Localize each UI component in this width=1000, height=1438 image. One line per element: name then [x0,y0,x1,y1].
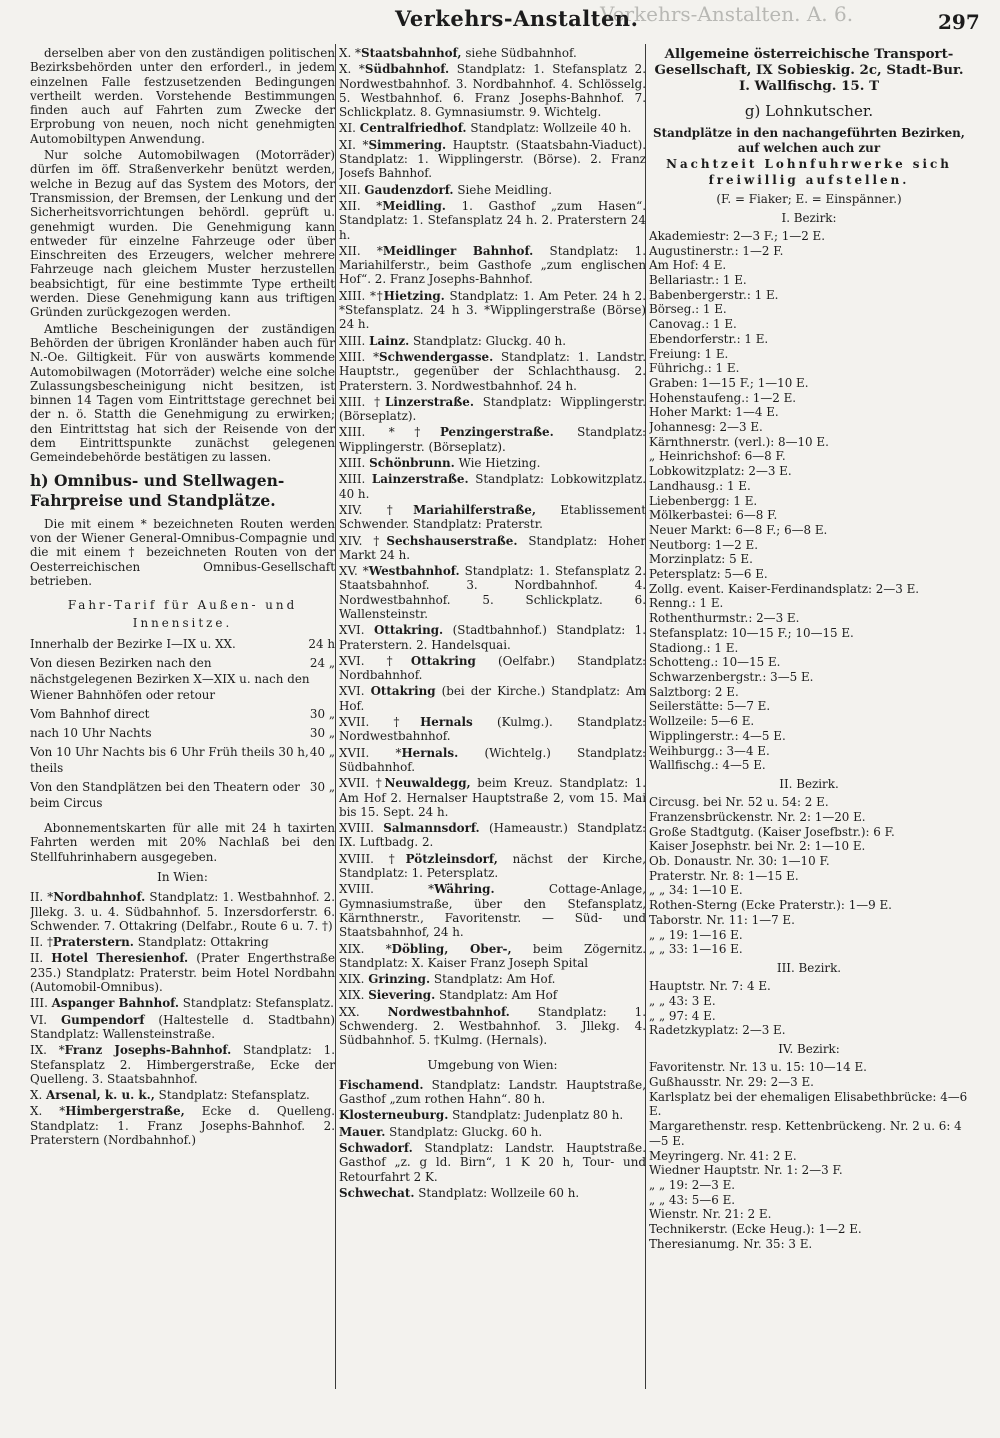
section-heading-lohnkutscher: g) Lohnkutscher. [744,102,874,120]
tarif-text: Von diesen Bezirken nach den nächstgelegenen Bezirken X—XIX u. nach den Wiener Bahnhöfen oder retour [30,656,310,703]
standplatz-item: Mölkerbastei: 6—8 F. [649,508,778,523]
route-name: Schwechat. [339,1185,415,1200]
paragraph-automobile-1: derselben aber von den zuständigen politischen Bezirksbehörden unter den erforderl., in jedem einzelnen Falle festzusetzenden Bedingungen vertheilt werden. Vorstehende Bestimmungen finden auch auf Fahrten zum Zwecke der Erprobung von neuen, noch nicht genehmigten Automobiltypen Anwendung. [30,46,335,146]
route-district: XIII. * [339,349,380,364]
route-district: XX. [339,1004,388,1019]
route-district: XIX. [339,972,369,987]
column-left [30,46,335,1149]
route-district: XI. [339,121,360,136]
route-details: Standplatz: Judenplatz 80 h. [448,1108,624,1123]
route-name: Schwadorf. [339,1141,413,1156]
route-entry [339,62,646,119]
route-entry [339,1078,646,1107]
tarif-title: Fahr-Tarif für Außen- und Innensitze. [67,598,298,631]
route-name: Franz Josephs-Bahnhof. [64,1043,232,1058]
tarif-text: Innerhalb der Bezirke I—IX u. XX. [30,637,236,652]
route-details: (Kulmg.). Standplatz: Nordwestbahnhof. [339,715,646,744]
route-entry [339,1141,646,1184]
route-entry [339,244,646,287]
route-entry [339,425,646,454]
route-name: Döbling, Ober-, [391,941,512,956]
route-entry [339,456,646,470]
route-name: Lainzerstraße. [371,472,469,487]
standplatz-item: Schwarzenbergstr.: 3—5 E. [649,669,814,684]
lohnkutscher-nachtzeit: Nachtzeit Lohnfuhrwerke sich [666,157,952,172]
route-name: Mauer. [339,1124,386,1139]
standplatz-item: „ „ 97: 4 E. [649,1008,716,1023]
route-details: Standplatz: Gluckg. 40 h. [409,333,566,348]
route-name: Hotel Theresienhof. [51,951,189,966]
route-name: Gaudenzdorf. [364,182,454,197]
route-name: Nordwestbahnhof. [387,1004,510,1019]
standplatz-item: „ „ 33: 1—16 E. [649,942,743,957]
standplatz-item: Akademiestr: 2—3 F.; 1—2 E. [649,228,826,243]
route-name: Sechshauserstraße. [386,533,518,548]
route-name: Lainz. [369,333,410,348]
route-name: Hernals [420,715,473,730]
standplatz-item: Weihburgg.: 3—4 E. [649,743,770,758]
standplatz-item: Canovag.: 1 E. [649,317,737,332]
bezirk-III-heading: III. Bezirk. [776,960,842,975]
route-name: Arsenal, k. u. k., [46,1088,155,1103]
route-entry [339,942,646,971]
route-name: Aspanger Bahnhof. [51,996,179,1011]
route-entry [339,1005,646,1048]
route-name: Meidlinger Bahnhof. [382,243,534,258]
abonnement-note: Abonnementskarten für alle mit 24 h taxirten Fahrten werden mit 20% Nachlaß bei den Stellfuhrinhabern ausgegeben. [30,821,335,864]
route-details: Standplatz: 1. Schwenderg. 2. Westbahnhof. 3. Jllekg. 4. Südbahnhof. 5. †Kulmg. (Hernals). [339,1004,646,1048]
route-entry [339,852,646,881]
standplatz-item: Wallfischg.: 4—5 E. [649,758,766,773]
standplatz-item: Wollzeile: 5—6 E. [649,714,755,729]
route-district: XIX. * [339,941,392,956]
route-district: X. [30,1088,47,1103]
route-details: Standplatz: Ottakring [133,935,269,950]
standplatz-item: Wipplingerstr.: 4—5 E. [649,728,786,743]
route-entry [30,890,335,933]
route-district: XIII. [339,456,370,471]
route-district: X. * [339,62,365,77]
route-details: Standplatz: Hoher Markt 24 h. [339,533,646,562]
route-name: Staatsbahnhof, [360,46,462,60]
route-name: Ottakring [410,653,476,668]
route-details: (Haltestelle d. Stadtbahn) Standplatz: Wallensteinstraße. [30,1012,335,1041]
route-district: XVIII. † [339,851,406,866]
tarif-amount: 30 „ [309,726,335,741]
route-district: XIII. *† [339,425,440,440]
standplatz-item: Franzensbrückenstr. Nr. 2: 1—20 E. [649,809,866,824]
standplatz-item: Lobkowitzplatz: 2—3 E. [649,464,792,479]
tarif-row [30,744,335,776]
route-entry [339,121,646,135]
route-name: Salmannsdorf. [383,821,480,836]
standplatz-item: Freiung: 1 E. [649,346,729,361]
route-details: Standplatz: Wollzeile 60 h. [414,1185,580,1200]
standplatz-item: Taborstr. Nr. 11: 1—7 E. [649,912,795,927]
standplatz-item: Johannesg: 2—3 E. [649,420,763,435]
omnibus-intro: Die mit einem * bezeichneten Routen werden von der Wiener General-Omnibus-Compagnie und die mit einem † bezeichneten Routen von der Oesterreichischen Omnibus-Gesellschaft betrieben. [30,516,335,588]
route-details: (Wichtelg.) Standplatz: Südbahnhof. [339,745,646,774]
route-district: XVIII. * [339,882,435,897]
section-heading-omnibus: h) Omnibus- und Stellwagen-Fahrpreise und Standplätze. [30,470,285,510]
route-details: Standplatz: 1. Westbahnhof. 2. Jllekg. 3. u. 4. Südbahnhof. 5. Inzersdorferstr. 6. Schwender. 7. Ottakring (Delfabr., Route 6 u. 7. †) [30,890,335,933]
route-entry [339,746,646,775]
route-details: Standplatz: Landstr. Hauptstraße. Gasthof „z. g ld. Birn“, 1 K 20 h, Tour- und Retourfahrt 2 K. [339,1141,646,1184]
standplatz-item: „ „ 43: 3 E. [649,993,716,1008]
route-district: VI. [30,1012,61,1027]
route-district: XIV. † [339,533,387,548]
route-name: Westbahnhof. [368,564,460,579]
tarif-amount: 40 „ [309,745,335,760]
standplatz-item: Renng.: 1 E. [649,596,724,611]
tarif-text: Von den Standplätzen bei den Theatern oder beim Circus [30,780,300,811]
standplatz-item: Morzinplatz: 5 E. [649,552,753,567]
route-entry [30,996,335,1010]
route-entry [339,1125,646,1139]
route-name: Penzingerstraße. [439,425,554,440]
route-entry [339,654,646,683]
lohnkutscher-freiwillig: freiwillig aufstellen. [708,173,910,188]
standplatz-item: Graben: 1—15 F.; 1—10 E. [649,375,809,390]
route-entry [339,289,646,332]
route-name: Centralfriedhof. [359,121,467,136]
route-name: Schönbrunn. [369,456,455,471]
route-details: beim Kreuz. Standplatz: 1. Am Hof 2. Hernalser Hauptstraße 2, vom 15. Mai bis 15. Sept. 24 h. [339,776,646,819]
standplatz-item: Am Hof: 4 E. [649,258,727,273]
route-district: XIII. *† [339,288,384,303]
route-details: nächst der Kirche, Standplatz: 1. Petersplatz. [339,851,646,881]
tarif-amount: 24 h [308,637,335,652]
tarif-amount: 24 „ [309,656,335,671]
standplatz-item: „ „ 19: 1—16 E. [649,927,743,942]
route-district: XVI. [339,623,374,638]
standplatz-item: Salztborg: 2 E. [649,684,739,699]
transport-company-entry: Allgemeine österreichische Transport-Gesellschaft, IX Sobieskig. 2c, Stadt-Bur. I. Wallfischg. 15. T [654,46,964,94]
route-details: (Stadtbahnhof.) Standplatz: 1. Praterstern. 2. Handelsquai. [339,623,646,652]
tarif-text: nach 10 Uhr Nachts [30,726,152,741]
route-entry [339,183,646,197]
route-entry [339,350,646,393]
standplatz-item: Hauptstr. Nr. 7: 4 E. [649,979,771,994]
standplatz-item: Favoritenstr. Nr. 13 u. 15: 10—14 E. [649,1060,867,1075]
route-details: Hauptstr. (Staatsbahn-Viaduct). Standplatz: 1. Wipplingerstr. (Börse). 2. Franz Josefs Bahnhof. [339,137,646,181]
route-entry [339,199,646,242]
umgebung-list [339,1078,646,1200]
route-name: Himbergerstraße, [65,1104,185,1119]
route-entry [339,472,646,501]
standplatz-list-I [649,229,969,773]
route-name: Pötzleinsdorf, [405,851,498,866]
route-entry [339,138,646,181]
route-entry [339,1108,646,1122]
standplatz-item: Ob. Donaustr. Nr. 30: 1—10 F. [649,854,830,869]
route-details: Standplatz: 1. Stefansplatz 2. Staatsbahnhof. 3. Nordbahnhof. 4. Nordwestbahnhof. 5. Schlickplatz. 6. Wallensteinstr. [339,564,646,621]
route-district: XVII. * [339,745,402,760]
standplatz-item: Radetzkyplatz: 2—3 E. [649,1023,786,1038]
route-details: Cottage-Anlage, Gymnasiumstraße, über den Stefansplatz, Kärnthnerstr., Favoritenstr. — Süd- und Staatsbahnhof, 24 h. [339,882,646,940]
route-entry [339,684,646,713]
route-name: Simmering. [368,137,447,152]
route-details: Standplatz: Stefansplatz. [178,996,334,1011]
route-name: Gumpendorf [60,1012,145,1027]
standplatz-item: Rothenthurmstr.: 2—3 E. [649,611,800,626]
route-district: XVI. [339,684,371,699]
route-district: X. * [339,46,361,60]
route-district: XII. [339,182,365,197]
standplatz-item: Stefansplatz: 10—15 F.; 10—15 E. [649,625,854,640]
route-entry [30,1043,335,1086]
route-entry [339,882,646,939]
route-name: Hietzing. [383,288,445,303]
route-entry [30,1013,335,1042]
standplatz-item: Landhausg.: 1 E. [649,478,751,493]
route-entry [339,503,646,532]
standplatz-item: Führichg.: 1 E. [649,361,740,376]
route-district: XVII. † [339,776,385,791]
standplatz-item: Babenbergerstr.: 1 E. [649,287,779,302]
route-name: Mariahilferstraße, [413,502,536,517]
route-entry [339,1186,646,1200]
standplatz-item: Wiedner Hauptstr. Nr. 1: 2—3 F. [649,1163,843,1178]
route-district: XIII. † [339,394,385,409]
route-district: XVIII. [339,821,384,836]
tarif-row [30,655,335,703]
route-details: beim Zögernitz. Standplatz: X. Kaiser Franz Joseph Spital [339,941,646,970]
route-entry [30,1088,335,1102]
route-district: XI. * [339,137,369,152]
standplatz-item: Neutborg: 1—2 E. [649,537,758,552]
paragraph-automobile-2: Nur solche Automobilwagen (Motorräder) dürfen im öff. Straßenverkehr benützt werden, welche in Bezug auf das System des Motors, der Transmission, der Bremsen, der Lenkung und der Sicherheitsvorrichtungen behördl. geprüft u. genehmigt wurden. Die Genehmigung kann entweder für einzelne Fahrzeuge oder über Einschreiten des Erzeugers, welcher mehrere Fahrzeuge nach gleichem Muster herzustellen beabsichtigt, für eine bestimmte Type ertheilt werden. Diese Genehmigung kann aus triftigen Gründen zurückgezogen werden. [30,148,335,320]
lohnkutscher-intro: Standplätze in den nachangeführten Bezirken, auf welchen auch zur [653,126,965,156]
standplatz-item: Liebenbergg: 1 E. [649,493,758,508]
route-details: Ecke d. Quelleng. Standplatz: 1. Franz Josephs-Bahnhof. 2. Praterstern (Nordbahnhof.) [30,1104,335,1148]
route-entry [339,988,646,1002]
standplatz-item: „ „ 19: 2—3 E. [649,1177,736,1192]
route-entry [339,334,646,348]
route-district: II. † [30,935,53,950]
route-name: Währing. [434,882,495,897]
route-details: Standplatz: 1. Landstr. Hauptstr., gegenüber der Schlachthausg. 2. Praterstern. 3. Nordwestbahnhof. 24 h. [339,349,646,393]
standplatz-item: Neuer Markt: 6—8 F.; 6—8 E. [649,522,828,537]
route-district: II. [30,951,52,966]
route-details: Standplatz: Wollzeile 40 h. [466,121,632,136]
route-details: Wie Hietzing. [454,456,541,471]
route-details: Standplatz: 1. Am Peter. 24 h 2. *Stefansplatz. 24 h 3. *Wipplingerstraße (Börse) 24 h. [339,288,646,332]
route-entry [339,776,646,819]
standplatz-item: Rothen-Sterng (Ecke Praterstr.): 1—9 E. [649,898,892,913]
standplatz-item: Wienstr. Nr. 21: 2 E. [649,1207,772,1222]
standplatz-item: Hohenstaufeng.: 1—2 E. [649,390,797,405]
route-name: Fischamend. [339,1077,424,1092]
standplatz-item: „ Heinrichshof: 6—8 F. [649,449,786,464]
route-details: Standplatz: Lobkowitzplatz. 40 h. [339,472,646,501]
route-name: Nordbahnhof. [53,890,146,905]
route-district: XIV. † [339,502,414,517]
tarif-row [30,725,335,741]
route-name: Sievering. [368,988,436,1003]
route-entry [30,935,335,949]
standplatz-item: Kaiser Josephstr. bei Nr. 2: 1—10 E. [649,839,866,854]
route-name: Hernals. [401,745,459,760]
standplatz-list-II [649,795,969,957]
route-details: Standplatz: 1. Stefansplatz 2. Himbergerstraße, Ecke der Quelleng. 3. Staatsbahnhof. [30,1043,335,1086]
route-district: III. [30,996,52,1011]
standplatz-item: Große Stadtgutg. (Kaiser Josefbstr.): 6 F. [649,824,895,839]
paragraph-automobile-3: Amtliche Bescheinigungen der zuständigen Behörden der übrigen Kronländer haben auch für N.-Oe. Giltigkeit. Für von auswärts kommende Automobilwagen (Motorräder) welche eine solche Zulassungsbescheinigung nicht besitzen, ist binnen 14 Tagen vom Eintrittstage gerechnet bei der n. ö. Statth die Genehmigung zu erwirken; den Eintrittstag hat sich der Reisende von der dem Eintrittspunkte zunächst gelegenen Gemeindebehörde bestätigen zu lassen. [30,321,335,465]
route-name: Südbahnhof. [364,62,450,77]
standplatz-item: Seilerstätte: 5—7 E. [649,699,771,714]
tarif-text: Vom Bahnhof direct [30,707,150,722]
route-name: Ottakring. [374,623,444,638]
route-name: Linzerstraße. [385,394,474,409]
route-details: Standplatz: Am Hof [435,988,558,1003]
route-details: Standplatz: Wipplingerstr. (Börseplatz). [339,394,646,424]
route-details: Standplatz: Wipplingerstr. (Börseplatz). [339,425,646,454]
route-entry [339,715,646,744]
route-list-left [30,890,335,1147]
route-district: XIII. [339,472,372,487]
route-details: Siehe Meidling. [453,182,553,197]
standplatz-item: Bellariastr.: 1 E. [649,273,747,287]
standplatz-item: Zollg. event. Kaiser-Ferdinandsplatz: 2—3 E. [649,581,920,596]
route-details: Standplatz: 1. Stefansplatz 2. Nordwestbahnhof. 3. Nordbahnhof. 4. Schlösselg. 5. Westbahnhof. 6. Franz Josephs-Bahnhof. 7. Schlickplatz. 8. Gymnasiumstr. 9. Wichtelg. [339,62,646,120]
route-details: 1. Gasthof „zum Hasen“. Standplatz: 1. Stefansplatz 24 h. 2. Praterstern 24 h. [339,198,646,242]
standplatz-item: Karlsplatz bei der ehemaligen Elisabethbrücke: 4—6 E. [649,1089,968,1119]
route-district: XIII. [339,333,370,348]
route-district: XVII. † [339,715,421,730]
tarif-amount: 30 „ [309,780,335,795]
route-name: Klosterneuburg. [339,1108,449,1123]
route-name: Neuwaldegg, [384,776,471,791]
standplatz-item: Technikerstr. (Ecke Heug.): 1—2 E. [649,1222,862,1237]
route-district: X. * [30,1104,66,1119]
column-middle [339,46,646,1202]
tarif-row [30,779,335,811]
standplatz-item: Theresianumg. Nr. 35: 3 E. [649,1236,813,1251]
standplatz-item: Hoher Markt: 1—4 E. [649,405,779,420]
route-district: XIX. [339,988,369,1003]
standplatz-item: Augustinerstr.: 1—2 F. [649,243,784,258]
route-details: Standplatz: Landstr. Hauptstraße, Gasthof „zum rothen Hahn“. 80 h. [339,1077,646,1107]
standplatz-item: Gußhausstr. Nr. 29: 2—3 E. [649,1075,814,1090]
standplatz-item: Meyringerg. Nr. 41: 2 E. [649,1148,797,1163]
standplatz-item: Circusg. bei Nr. 52 u. 54: 2 E. [649,795,829,810]
standplatz-item: Schotteng.: 10—15 E. [649,655,781,670]
standplatz-item: „ „ 34: 1—10 E. [649,883,743,898]
standplatz-list-III [649,979,969,1038]
column-right [649,46,969,1251]
route-entry [339,623,646,652]
tarif-amount: 30 „ [309,707,335,722]
standplatz-item: Petersplatz: 5—6 E. [649,567,768,582]
column-rule-1 [335,44,336,1389]
route-district: XVI. † [339,653,411,668]
tarif-list [30,636,335,811]
route-details: Standplatz: Gluckg. 60 h. [385,1124,543,1139]
standplatz-item: Kärnthnerstr. (verl.): 8—10 E. [649,434,829,449]
route-entry [339,564,646,621]
route-details: Standplatz: 1. Mariahilferstr., beim Gasthofe „zum englischen Hof“. 2. Franz Josephs-Bahnhof. [339,243,646,287]
standplatz-item: Stadiong.: 1 E. [649,640,739,655]
route-details: Standplatz: Stefansplatz. [154,1088,310,1103]
route-details: (Hameaustr.) Standplatz: IX. Luftbadg. 2. [339,821,646,850]
route-name: Schwendergasse. [379,349,494,364]
standplatz-item: „ „ 43: 5—6 E. [649,1192,736,1207]
route-district: XII. * [339,243,383,258]
route-details: Etablissement Schwender. Standplatz: Praterstr. [339,502,646,532]
route-details: Standplatz: Am Hof. [430,972,556,987]
route-name: Grinzing. [368,972,431,987]
bezirk-II-heading: II. Bezirk. [779,776,839,791]
route-district: II. * [30,890,54,905]
route-district: XV. * [339,564,369,579]
route-entry [339,821,646,850]
legend-fiaker: (F. = Fiaker; E. = Einspänner.) [716,192,902,207]
tarif-text: Von 10 Uhr Nachts bis 6 Uhr Früh theils 30 h, theils [30,745,309,776]
route-entry [339,395,646,424]
route-entry [339,46,646,60]
route-details: (Prater Engerthstraße 235.) Standplatz: Praterstr. beim Hotel Nordbahn (Automobil-Omnibus). [30,951,335,995]
in-wien-heading: In Wien: [157,869,208,884]
standplatz-item: Margarethenstr. resp. Kettenbrückeng. Nr. 2 u. 6: 4—5 E. [649,1119,962,1148]
route-name: Meidling. [382,198,446,213]
page-number: 297 [938,10,980,34]
tarif-row [30,706,335,722]
route-entry [30,951,335,994]
route-name: Ottakring [370,684,436,699]
route-district: IX. * [30,1043,65,1058]
bezirk-IV-heading: IV. Bezirk: [778,1042,840,1057]
route-district: XII. * [339,198,383,213]
standplatz-item: Praterstr. Nr. 8: 1—15 E. [649,868,799,883]
route-entry [30,1104,335,1147]
route-details: (bei der Kirche.) Standplatz: Am Hof. [339,684,646,713]
standplatz-item: Börseg.: 1 E. [649,302,727,317]
standplatz-list-IV [649,1060,969,1251]
standplatz-item: Ebendorferstr.: 1 E. [649,331,769,346]
route-details: (Oelfabr.) Standplatz: Nordbahnhof. [339,653,646,683]
route-name: Praterstern. [52,935,134,950]
bezirk-I-heading: I. Bezirk: [781,210,837,225]
route-entry [339,972,646,986]
route-list-middle [339,46,646,1048]
page-header-title: Verkehrs-Anstalten. [395,6,639,31]
umgebung-heading: Umgebung von Wien: [427,1057,558,1072]
tarif-row [30,636,335,652]
route-entry [339,534,646,563]
route-details: siehe Südbahnhof. [461,46,577,60]
bleed-through-ghost-text: Verkehrs-Anstalten. A. 6. [600,2,854,26]
